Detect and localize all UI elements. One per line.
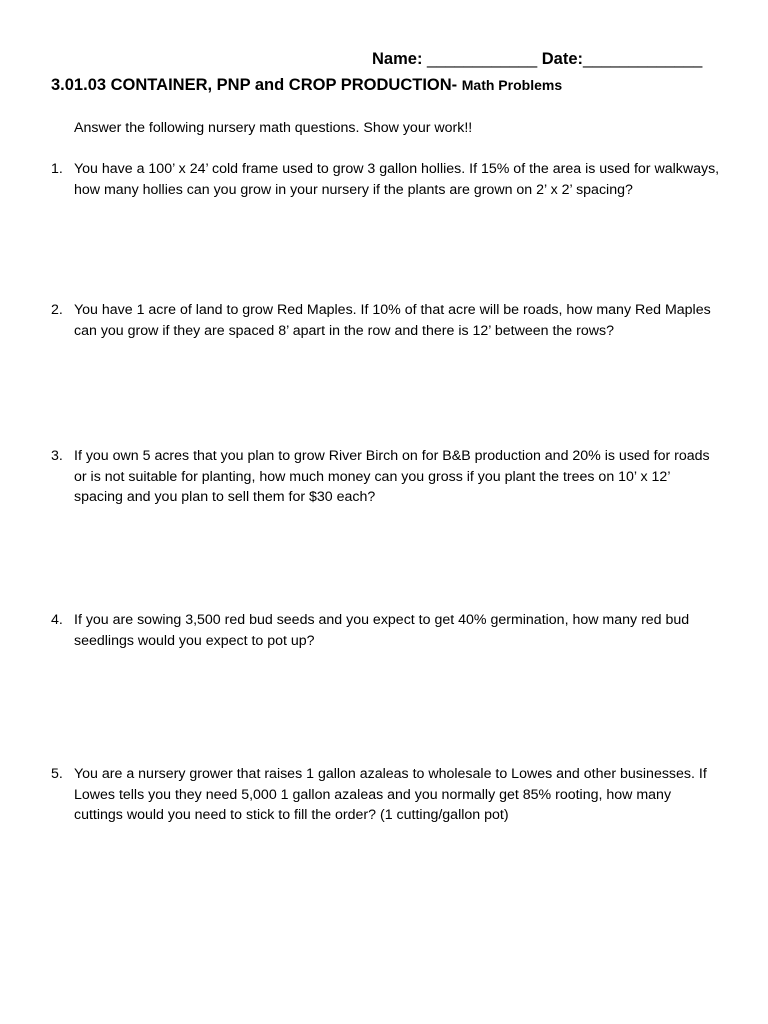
question-number: 1. bbox=[51, 161, 63, 177]
question-5 bbox=[51, 764, 721, 826]
question-text: If you are sowing 3,500 red bud seeds and you expect to get 40% germination, how many red bud seedlings would you expect to pot up? bbox=[74, 612, 690, 649]
question-3 bbox=[51, 446, 721, 508]
name-label: Name: bbox=[372, 50, 428, 68]
question-number: 4. bbox=[51, 612, 63, 628]
question-text: If you own 5 acres that you plan to grow River Birch on for B&B production and 20% is used for roads or is not suitable for planting, how much money can you gross if you plant the trees on 10’ x 12’ spacing and you plan to sell them for $30 each? bbox=[74, 448, 710, 505]
question-2 bbox=[51, 300, 721, 341]
page-title bbox=[51, 76, 741, 95]
question-text: You are a nursery grower that raises 1 gallon azaleas to wholesale to Lowes and other businesses. If Lowes tells you they need 5,000 1 gallon azaleas and you normally get 85% rooting, how many cuttings would you need to stick to fill the order? (1 cutting/gallon pot) bbox=[74, 766, 707, 823]
name-date-header bbox=[372, 50, 752, 69]
question-text: You have 1 acre of land to grow Red Maples. If 10% of that acre will be roads, how many Red Maples can you grow if they are spaced 8’ apart in the row and there is 12’ between the rows? bbox=[74, 302, 711, 339]
question-number: 3. bbox=[51, 448, 63, 464]
question-number: 5. bbox=[51, 766, 63, 782]
instructions: Answer the following nursery math questions. Show your work!! bbox=[74, 120, 473, 136]
question-4 bbox=[51, 610, 721, 651]
question-text: You have a 100’ x 24’ cold frame used to grow 3 gallon hollies. If 15% of the area is used for walkways, how many hollies can you grow in your nursery if the plants are grown on 2’ x 2’ spacing? bbox=[74, 161, 720, 198]
question-1 bbox=[51, 159, 721, 200]
date-label: Date: bbox=[537, 50, 583, 68]
title-main: 3.01.03 CONTAINER, PNP and CROP PRODUCTION- bbox=[51, 76, 462, 94]
name-blank: ____________ bbox=[427, 50, 538, 68]
question-number: 2. bbox=[51, 302, 63, 318]
date-blank: _____________ bbox=[583, 50, 703, 68]
title-subtitle: Math Problems bbox=[461, 77, 563, 93]
